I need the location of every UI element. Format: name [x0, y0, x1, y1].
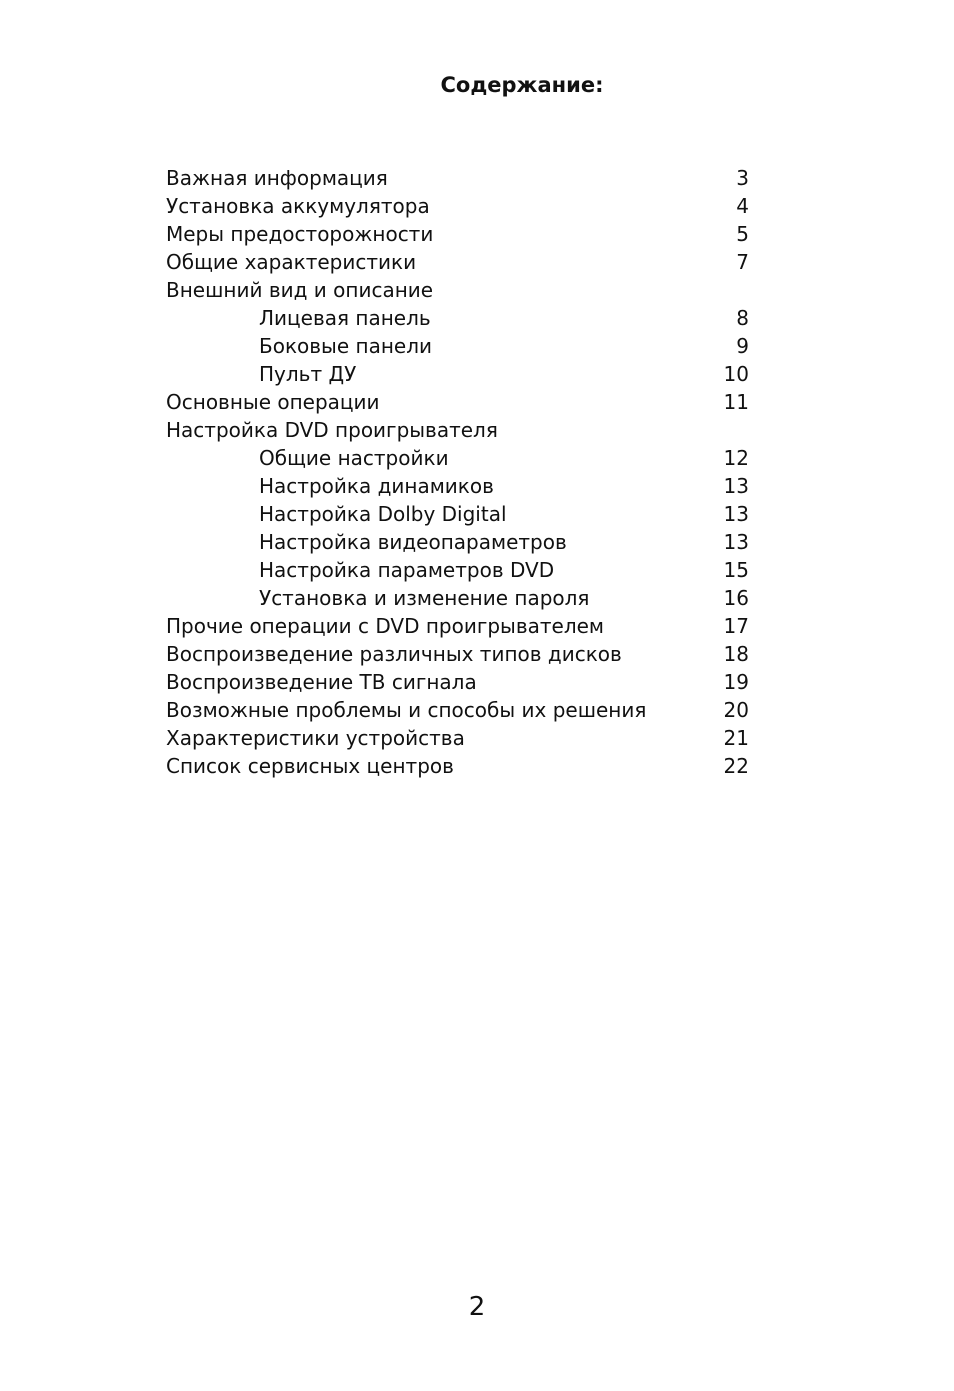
toc-entry-label: Воспроизведение ТВ сигнала [166, 670, 477, 694]
toc-entry[interactable] [166, 724, 766, 752]
toc-entry[interactable] [166, 528, 766, 556]
toc-entry-label: Настройка Dolby Digital [259, 502, 507, 526]
toc-entry-page: 9 [736, 334, 749, 358]
toc-entry-page: 3 [736, 166, 749, 190]
toc-entry-page: 18 [723, 642, 749, 666]
toc-entry-label: Боковые панели [259, 334, 433, 358]
toc-entry[interactable] [166, 332, 766, 360]
toc-entry-label: Настройка динамиков [259, 474, 494, 498]
toc-entry-page: 13 [723, 474, 749, 498]
toc-entry[interactable] [166, 668, 766, 696]
toc-entry-label: Меры предосторожности [166, 222, 434, 246]
toc-entry[interactable] [166, 612, 766, 640]
toc-entry[interactable] [166, 556, 766, 584]
toc-entry[interactable] [166, 500, 766, 528]
toc-entry[interactable] [166, 388, 766, 416]
toc-entry-label: Характеристики устройства [166, 726, 465, 750]
toc-entry-label: Лицевая панель [259, 306, 431, 330]
toc-entry-label: Прочие операции с DVD проигрывателем [166, 614, 604, 638]
toc-entry-label: Основные операции [166, 390, 380, 414]
toc-entry-label: Общие настройки [259, 446, 449, 470]
toc-entry-label: Воспроизведение различных типов дисков [166, 642, 622, 666]
toc-entry[interactable] [166, 584, 766, 612]
toc-entry-label: Настройка DVD проигрывателя [166, 418, 498, 442]
toc-entry-page: 21 [723, 726, 749, 750]
toc-entry-page: 10 [723, 362, 749, 386]
toc-entry-page: 13 [723, 502, 749, 526]
toc-entry-page: 17 [723, 614, 749, 638]
toc-entry-label: Пульт ДУ [259, 362, 357, 386]
toc-entry-page: 19 [723, 670, 749, 694]
toc-entry-page: 8 [736, 306, 749, 330]
toc-entry[interactable] [166, 192, 766, 220]
toc-entry-page: 13 [723, 530, 749, 554]
toc-entry-label: Общие характеристики [166, 250, 417, 274]
table-of-contents [166, 164, 766, 780]
toc-entry-page: 16 [723, 586, 749, 610]
toc-entry[interactable] [166, 472, 766, 500]
toc-entry[interactable] [166, 248, 766, 276]
toc-entry[interactable] [166, 640, 766, 668]
toc-entry-page: 5 [736, 222, 749, 246]
toc-entry-label: Внешний вид и описание [166, 278, 434, 302]
toc-entry[interactable] [166, 276, 766, 304]
toc-entry-label: Настройка параметров DVD [259, 558, 555, 582]
toc-entry-page: 4 [736, 194, 749, 218]
toc-entry-label: Список сервисных центров [166, 754, 454, 778]
toc-entry-label: Настройка видеопараметров [259, 530, 567, 554]
page-number: 2 [468, 1292, 486, 1322]
toc-entry-page: 20 [723, 698, 749, 722]
toc-entry-label: Установка и изменение пароля [259, 586, 590, 610]
toc-entry-page: 12 [723, 446, 749, 470]
toc-entry-label: Важная информация [166, 166, 388, 190]
toc-entry-page: 22 [723, 754, 749, 778]
page-title: Содержание: [440, 73, 604, 97]
toc-entry-page: 15 [723, 558, 749, 582]
toc-entry[interactable] [166, 696, 766, 724]
toc-entry-page: 7 [736, 250, 749, 274]
toc-entry[interactable] [166, 444, 766, 472]
toc-entry[interactable] [166, 752, 766, 780]
toc-entry[interactable] [166, 220, 766, 248]
toc-entry[interactable] [166, 304, 766, 332]
toc-entry-page: 11 [723, 390, 749, 414]
toc-entry-label: Возможные проблемы и способы их решения [166, 698, 647, 722]
toc-entry[interactable] [166, 416, 766, 444]
toc-entry[interactable] [166, 164, 766, 192]
toc-entry[interactable] [166, 360, 766, 388]
toc-entry-label: Установка аккумулятора [166, 194, 430, 218]
